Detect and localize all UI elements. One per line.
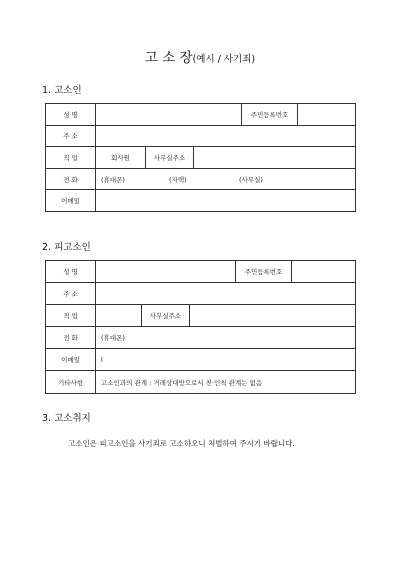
table-row [46,283,356,305]
address-field[interactable] [96,283,356,305]
table-row [46,190,356,212]
section-heading-complainant: 1. 고소인 [42,85,82,96]
title-main: 고 소 장 [144,50,193,66]
title-sub: (예시 / 사기죄) [192,54,256,65]
job-field[interactable] [96,305,142,327]
table-row [46,305,356,327]
other-field[interactable]: 고소인과의 관계 : 거래상대방으로서 친·인척 관계는 없음 [96,371,356,394]
name-field[interactable] [96,261,236,283]
email-field[interactable]: l [96,349,356,371]
table-row [46,371,356,394]
section-heading-accused: 2. 피고소인 [42,242,91,253]
job-value[interactable]: 회사원 [96,147,146,169]
job-label: 직 업 [46,305,96,327]
office-address-label: 사무실주소 [142,305,190,327]
table-row [46,261,356,283]
name-label: 성 명 [46,261,96,283]
job-label: 직 업 [46,147,96,169]
rrn-label: 주민등록번호 [242,104,298,126]
document-title [0,46,400,66]
office-address-field[interactable] [194,147,356,169]
phone-mobile: (휴대폰) [101,175,125,184]
table-row [46,168,356,190]
table-row [46,327,356,349]
email-label: 이메일 [46,190,96,212]
name-label: 성 명 [46,104,96,126]
address-label: 주 소 [46,283,96,305]
phone-field[interactable] [96,327,356,349]
phone-label: 전 화 [46,168,96,190]
other-label: 기타사항 [46,371,96,394]
phone-label: 전 화 [46,327,96,349]
address-field[interactable] [96,125,356,147]
email-label: 이메일 [46,349,96,371]
table-row [46,349,356,371]
accused-table [45,260,356,394]
phone-mobile: (휴대폰) [101,334,125,342]
table-row [46,125,356,147]
phone-office: (사무실) [239,175,263,184]
rrn-label: 주민등록번호 [236,261,292,283]
name-field[interactable] [96,104,242,126]
rrn-field[interactable] [298,104,356,126]
purpose-text: 고소인은 피고소인을 사기죄로 고소하오니 처벌하여 주시기 바랍니다. [68,439,295,448]
table-row [46,147,356,169]
office-address-label: 사무실주소 [146,147,194,169]
address-label: 주 소 [46,125,96,147]
complainant-table [45,103,356,212]
section-heading-purpose: 3. 고소취지 [42,413,91,424]
table-row [46,104,356,126]
phone-field[interactable] [96,168,356,190]
email-field[interactable] [96,190,356,212]
phone-home: (자택) [169,175,187,184]
rrn-field[interactable] [292,261,356,283]
office-address-field[interactable] [190,305,356,327]
